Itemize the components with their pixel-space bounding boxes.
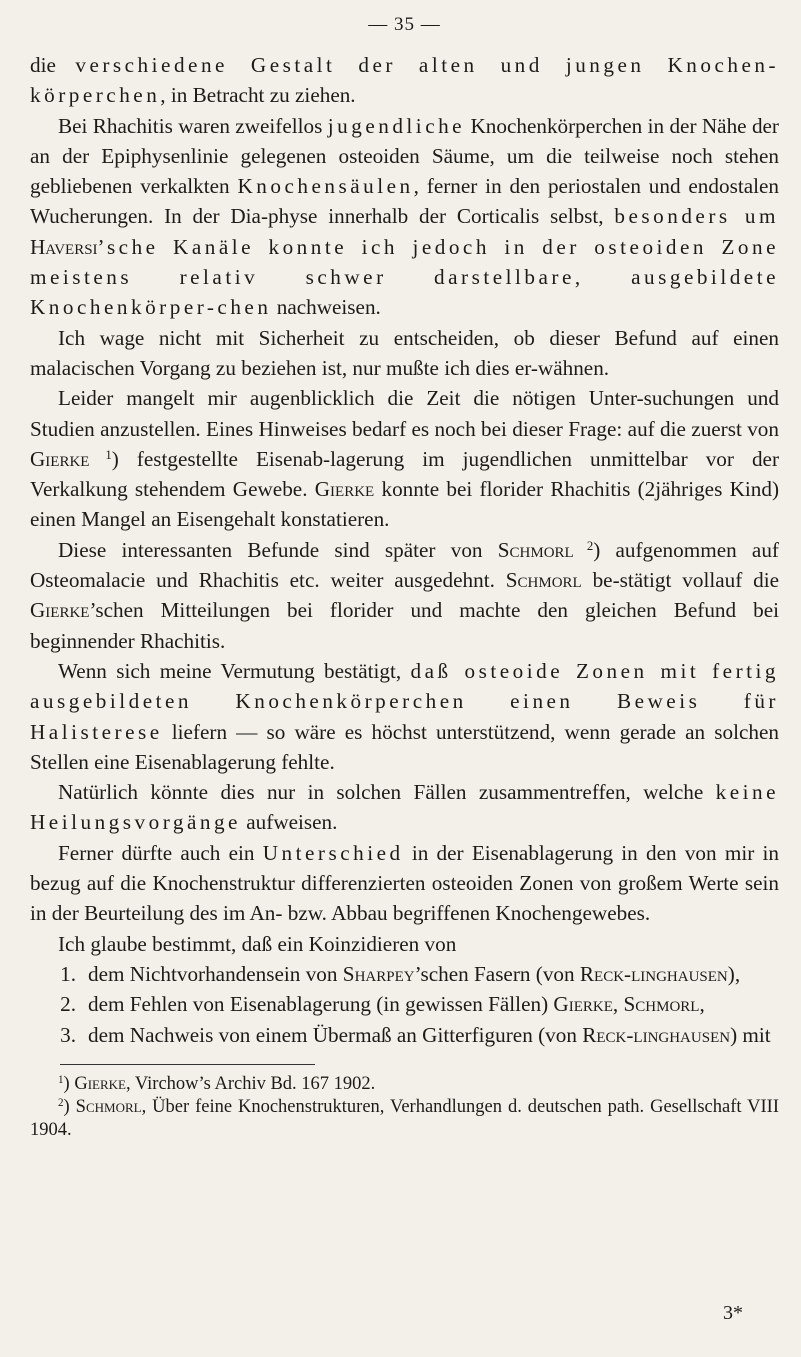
text-run: Diese interessanten Befunde sind später von [58, 537, 498, 562]
text-run: Ich wage nicht mit Sicherheit zu entscheiden, ob dieser Befund auf einen malacischen Vorgang zu beziehen ist, nur mußte ich dies er-wähnen. [30, 325, 779, 380]
text-run: , Virchow’s Archiv Bd. 167 1902. [125, 1073, 376, 1094]
footnote-ref: 1 [89, 447, 112, 462]
author-name: Haversi [30, 234, 98, 259]
text-run: dem Nachweis von einem Übermaß an Gitterfiguren (von [88, 1022, 583, 1047]
emphasized-text: ’ [97, 234, 107, 259]
text-run: ) mit [730, 1022, 771, 1047]
author-name: Gierke [30, 446, 90, 471]
paragraph [30, 929, 779, 959]
text-run: be-stätigt vollauf die [581, 568, 780, 593]
list-item-text [88, 989, 779, 1019]
emphasized-text: besonders um [614, 204, 780, 229]
list-number: 2. [60, 992, 76, 1017]
text-run: ’schen Mitteilungen bei florider und machte den gleichen Befund bei beginnender Rhachitis. [30, 598, 779, 653]
text-run: aufweisen. [240, 810, 338, 835]
page-number-header: — 35 — [368, 14, 441, 35]
list-number: 3. [60, 1022, 76, 1047]
emphasized-text: sche Kanäle konnte ich jedoch in der osteoiden Zone meistens relativ schwer darstellbare, ausgebildete Knochenkörper-chen [30, 234, 779, 320]
footnote-divider [60, 1064, 315, 1065]
text-run: , [612, 992, 624, 1017]
text-run: Bei Rhachitis waren zweifellos [58, 113, 328, 138]
author-name: Schmorl [623, 992, 700, 1017]
author-name: Reck-linghausen [582, 1022, 731, 1047]
text-run: ) [63, 1096, 76, 1117]
emphasized-text: keine Heilungsvorgänge [30, 780, 779, 835]
text-run: ’schen Fasern (von [414, 961, 580, 986]
footnote [30, 1073, 779, 1096]
paragraph [30, 111, 779, 323]
author-name: Sharpey [342, 961, 415, 986]
text-run: dem Nichtvorhandensein von [88, 961, 343, 986]
paragraph [30, 535, 779, 656]
list-number: 1. [60, 961, 76, 986]
text-run: nachweisen. [271, 295, 381, 320]
numbered-list [30, 959, 779, 1050]
author-name: Reck-linghausen [579, 961, 728, 986]
author-name: Gierke [74, 1073, 126, 1094]
list-item [30, 989, 779, 1019]
text-run: , Über feine Knochenstrukturen, Verhandlungen d. deutschen path. Gesellschaft VIII 1904. [30, 1096, 779, 1140]
emphasized-text: jugendliche [327, 113, 466, 138]
list-item [30, 1020, 779, 1050]
paragraph [30, 323, 779, 384]
emphasized-text: Unterschied [262, 840, 404, 865]
paragraph [30, 777, 779, 838]
text-run: Natürlich könnte dies nur in solchen Fällen zusammentreffen, welche [58, 780, 716, 805]
text-run: konnte bei florider Rhachitis (2jähriges Kind) einen Mangel an Eisengehalt konstatieren. [30, 477, 780, 532]
paragraph [30, 656, 779, 777]
author-name: Gierke [553, 992, 613, 1017]
text-run: , [699, 992, 705, 1017]
footnote-ref: 2 [573, 538, 594, 553]
emphasized-text: daß osteoide Zonen mit fertig ausgebildeten Knochenkörperchen einen Beweis für Halisterese [30, 658, 779, 744]
text-run: ), [727, 961, 741, 986]
author-name: Gierke [30, 598, 90, 623]
text-run: , ferner in den periostalen und endostalen Wucherungen. In der Dia-physe innerhalb der Corticalis selbst, [30, 174, 779, 229]
author-name: Schmorl [505, 568, 582, 593]
signature-mark: 3* [723, 1302, 743, 1324]
text-run: Leider mangelt mir augenblicklich die Zeit die nötigen Unter-suchungen und Studien anzustellen. Eines Hinweises bedarf es noch bei dieser Frage: auf die zuerst von [30, 386, 779, 441]
text-run: die [30, 53, 76, 77]
text-run: Ich glaube bestimmt, daß ein Koinzidieren von [58, 931, 457, 956]
text-run: Ferner dürfte auch ein [58, 840, 263, 865]
text-run: ) aufgenommen auf Osteomalacie und Rhachitis etc. weiter ausgedehnt. [30, 537, 779, 593]
author-name: Gierke [314, 477, 375, 502]
text-run: ) festgestellte Eisenab-lagerung im jugendlichen unmittelbar vor der Verkalkung stehendem Gewebe. [30, 446, 779, 502]
emphasized-text: Knochensäulen [237, 174, 414, 199]
author-name: Schmorl [497, 537, 574, 562]
text-run: liefern — so wäre es höchst unterstützend, wenn gerade an solchen Stellen eine Eisenablagerung fehlte. [30, 719, 779, 774]
body-text [30, 50, 779, 1050]
paragraph [30, 838, 779, 929]
footnote-ref: 2 [58, 1096, 64, 1109]
text-run: Knochenkörperchen in der Nähe der an der Epiphysenlinie gelegenen osteoiden Säume, um die teilweise noch stehen gebliebenen verkalkten [30, 113, 779, 199]
footnote-ref: 1 [58, 1073, 64, 1086]
author-name: Schmorl [75, 1096, 142, 1117]
footnotes [30, 1073, 779, 1142]
emphasized-text: verschiedene Gestalt der alten und jungen Knochen-körperchen [30, 53, 779, 108]
text-run: in der Eisenablagerung in den von mir in bezug auf die Knochenstruktur differenzierten osteoiden Zonen von großem Werte sein in der Beurteilung des im An- bzw. Abbau begriffenen Knochengewebes. [30, 840, 779, 926]
text-run: Wenn sich meine Vermutung bestätigt, [58, 658, 411, 683]
text-run: dem Fehlen von Eisenablagerung (in gewissen Fällen) [88, 992, 554, 1017]
paragraph [30, 383, 779, 534]
list-item-text [88, 1020, 779, 1050]
list-item-text [88, 959, 779, 989]
footnote [30, 1096, 779, 1142]
paragraph [30, 50, 779, 111]
list-item [30, 959, 779, 989]
text-run: , in Betracht zu ziehen. [160, 83, 356, 108]
text-run: ) [63, 1073, 75, 1094]
